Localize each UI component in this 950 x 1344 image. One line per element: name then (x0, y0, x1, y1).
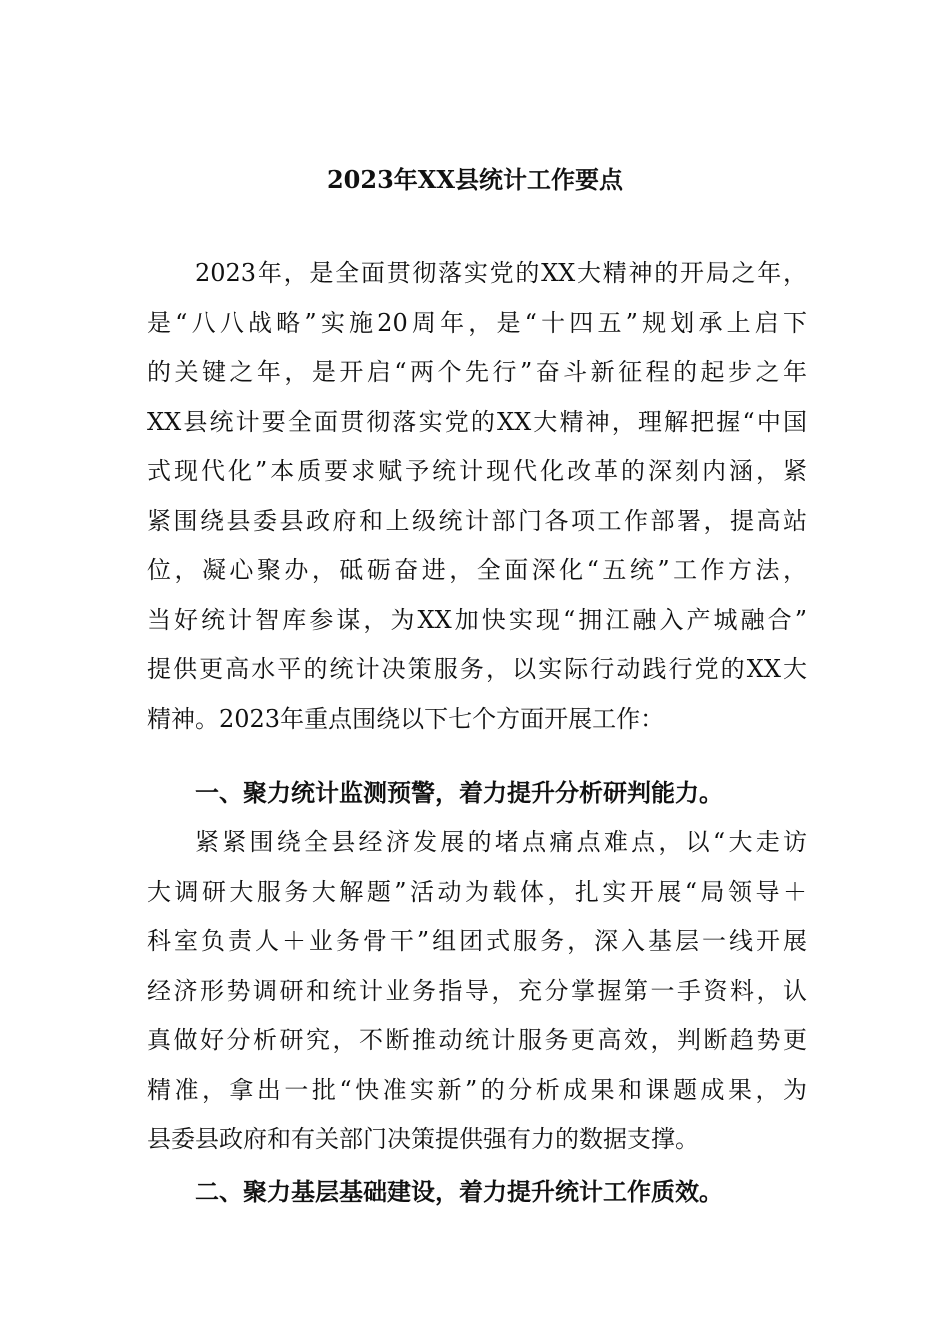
paragraph-line: 是“八八战略”实施20周年，是“十四五”规划承上启下 (147, 308, 807, 337)
paragraph-line: 大调研大服务大解题”活动为载体，扎实开展“局领导＋ (147, 877, 807, 906)
paragraph-line: 2023年，是全面贯彻落实党的XX大精神的开局之年， (195, 259, 807, 287)
section-heading-1: 一、聚力统计监测预警，着力提升分析研判能力。 (195, 778, 723, 807)
paragraph-line: 的关键之年，是开启“两个先行”奋斗新征程的起步之年 (147, 358, 807, 386)
paragraph-line: 县委县政府和有关部门决策提供强有力的数据支撑。 (147, 1125, 699, 1153)
paragraph-line: 提供更高水平的统计决策服务，以实际行动践行党的XX大 (147, 655, 807, 683)
paragraph-line: 紧紧围绕全县经济发展的堵点痛点难点，以“大走访 (195, 828, 807, 856)
paragraph-line: 精神。2023年重点围绕以下七个方面开展工作： (147, 704, 665, 733)
paragraph-line: 当好统计智库参谋，为XX加快实现“拥江融入产城融合” (147, 605, 807, 634)
paragraph-line: 科室负责人＋业务骨干”组团式服务，深入基层一线开展 (147, 927, 807, 955)
paragraph-line: 紧围绕县委县政府和上级统计部门各项工作部署，提高站 (147, 506, 807, 535)
paragraph-line: 式现代化”本质要求赋予统计现代化改革的深刻内涵，紧 (147, 457, 807, 485)
paragraph-line: 精准，拿出一批“快准实新”的分析成果和课题成果，为 (147, 1075, 807, 1104)
section-heading-2: 二、聚力基层基础建设，着力提升统计工作质效。 (195, 1177, 723, 1206)
paragraph-line: 经济形势调研和统计业务指导，充分掌握第一手资料，认 (147, 976, 807, 1005)
section-1-paragraph (147, 818, 807, 1165)
paragraph-line: 真做好分析研究，不断推动统计服务更高效，判断趋势更 (147, 1026, 807, 1054)
document-title: 2023年XX县统计工作要点 (326, 165, 624, 194)
paragraph-line: XX县统计要全面贯彻落实党的XX大精神，理解把握“中国 (147, 407, 807, 436)
intro-paragraph (147, 249, 807, 744)
paragraph-line: 位，凝心聚办，砥砺奋进，全面深化“五统”工作方法， (147, 556, 807, 584)
